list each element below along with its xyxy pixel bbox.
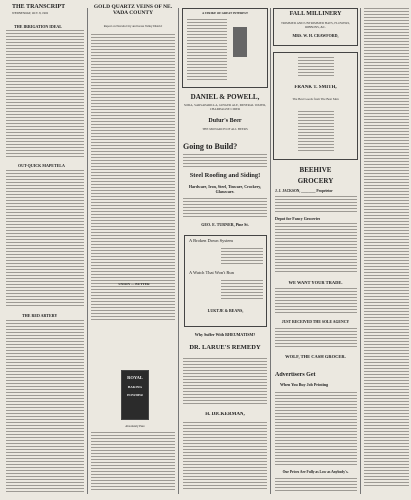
col5-body-text [364,8,409,494]
broken-system: A Broken Down System [189,238,233,243]
col1-body-text [6,30,84,160]
build-title: Going to Build? [183,142,238,151]
printing-text [275,478,357,494]
rheumatism-question: Why Suffer With RHEUMATISM? [194,332,256,337]
col1-headline: THE IRRIGATION IDEAL [14,24,62,29]
prices-line: Our Prices Are Fully as Low as Anybody's. [282,470,349,474]
col2-body-text [91,34,175,324]
powder-label: POWDER [127,393,143,397]
col2-subheadline: Report on Nevada City and Grass Valley District [103,24,163,28]
sole-agency: JUST RECEIVED THE SOLE AGENCY [281,320,350,324]
beehive-title: BEEHIVE [299,166,332,174]
ad-text [298,57,334,79]
royal-tagline: Absolutely Pure [125,424,145,428]
build-text [183,198,267,220]
beehive-grocery: GROCERY [297,177,334,185]
frank-smith-ad [273,52,358,160]
advertisers-title: Advertisers Get [275,372,316,378]
build-text [183,154,267,170]
turner-name: GEO. E. TURNER, Pine St. [201,222,249,227]
royal-label: ROYAL [127,375,143,380]
col3-body-text [183,422,267,492]
col1-headline: THE RED ARTERY [22,313,58,318]
beehive-proprietor: J. J. JACKSON, ________ Proprietor [275,189,333,193]
want-trade: WE WANT YOUR TRADE. [288,280,343,285]
millinery-line: TRIMMED AND UNTRIMMED HATS, FLOWERS, RIBBONS, &C. [280,21,351,29]
column-rule [87,8,88,494]
ad-text [221,248,263,268]
wolf-cash-grocer: WOLF, THE CASH GROCER. [285,354,346,359]
larue-remedy: DR. LARUE'S REMEDY [189,344,261,351]
col1-body-text [6,320,84,495]
daniel-products: SODA, SARSAPARILLA, GINGER ALE, MINERAL WATER, CHAMPAGNE CIDER [183,103,267,111]
paper-name: THE TRANSCRIPT [12,4,66,10]
ad-text [187,19,227,85]
watch-wont-run: A Watch That Won't Run [189,270,234,275]
beer-subtitle: THE MONARCH OF ALL BEERS [202,127,248,131]
corset-ad [182,8,268,88]
col1-body-text [6,170,84,310]
figure-illustration [233,27,247,57]
luktje-ad [184,235,267,327]
fall-millinery-title: FALL MILLINERY [289,11,342,17]
smith-tagline: The Best Goods from The Best Men [292,97,339,101]
col2-main-headline: GOLD QUARTZ VEINS OF NE. VADA COUNTY [93,4,173,16]
ad-text [221,280,263,302]
fancy-groceries: Depot for Fancy Groceries [275,216,321,221]
baking-label: BAKING [127,385,143,389]
hardware-line: Hardware, Iron, Steel, Tinware, Crockery, Glassware. [188,184,262,194]
trade-text [275,328,357,350]
column-rule [270,8,271,494]
smith-name: FRANK T. SMITH, [294,85,337,90]
column-rule [360,8,361,494]
luktje-beans: LUKTJE & BEANS, [207,308,244,313]
fall-millinery-ad [273,8,358,46]
ad-heading: A STRIKE OF GREAT INTEREST [202,11,248,15]
daniel-powell-title: DANIEL & POWELL, [190,93,260,101]
col2-body-text [91,432,175,494]
beehive-text [275,196,357,214]
trade-text [275,288,357,316]
ad-text [298,111,334,155]
remedy-text [183,358,267,408]
issue-date: WEDNESDAY, OCT. 8, 1902 [12,11,49,15]
printing-text [275,392,357,468]
beer-brand: Dufur's Beer [208,118,242,124]
column-rule [178,8,179,494]
royal-baking-powder-can [121,370,149,420]
col1-headline: OUT-QUICK MAPETELA [18,163,65,168]
beehive-price-list [275,223,357,275]
crawford-name: MRS. W. H. CRAWFORD, [292,33,339,38]
dickerman-name: H. DICKERMAN, [205,412,245,417]
steel-roofing: Steel Roofing and Siding! [189,172,261,179]
union-butter-label: UNION — BUTTER [118,282,150,286]
job-printing: When You Buy Job Printing [280,382,329,387]
